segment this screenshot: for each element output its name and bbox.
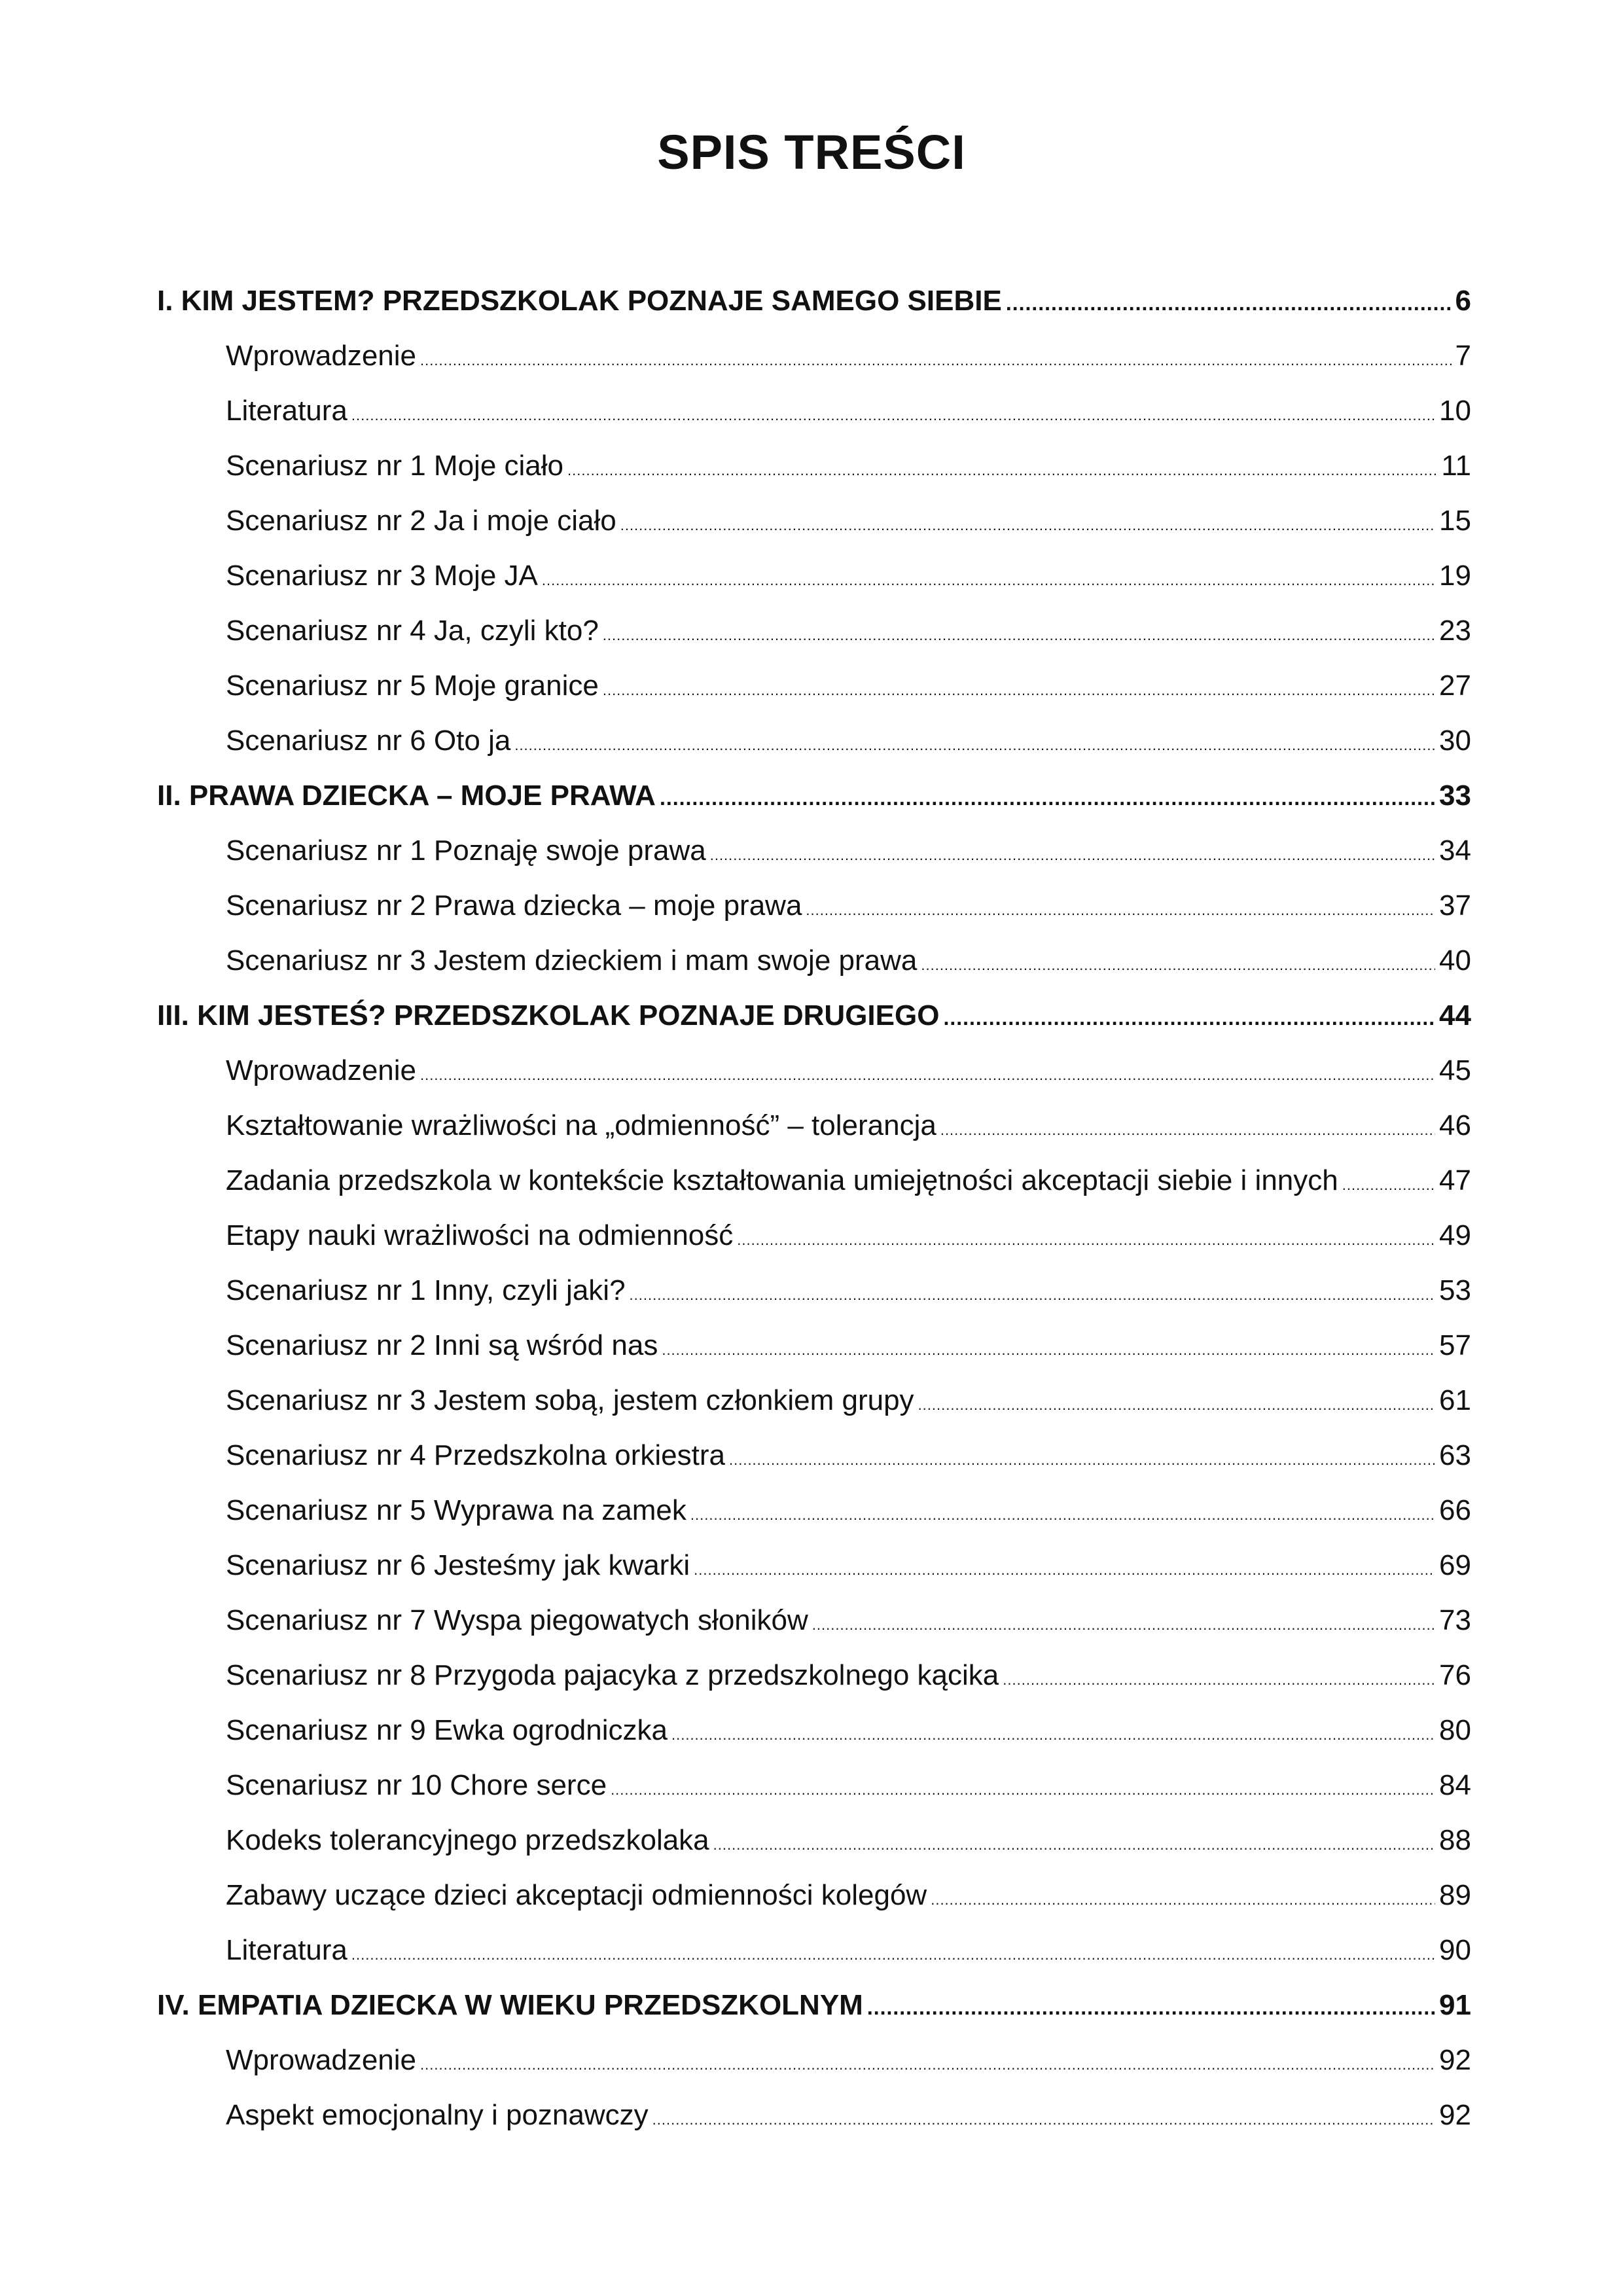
dot-leader <box>1342 1158 1435 1213</box>
toc-chapter-entry <box>157 988 1471 1043</box>
dot-leader <box>603 608 1435 663</box>
toc-entry-label: Wprowadzenie <box>226 340 417 372</box>
toc-entry-page-number: 15 <box>1439 505 1471 537</box>
toc-entry <box>157 1098 1471 1153</box>
dot-leader <box>737 1213 1435 1268</box>
toc-entry <box>157 603 1471 658</box>
toc-entry-page-number: 23 <box>1439 615 1471 647</box>
toc-entry-label: Scenariusz nr 1 Moje ciało <box>226 450 564 482</box>
toc-entry-label: Scenariusz nr 4 Ja, czyli kto? <box>226 615 599 647</box>
toc-entry-page-number: 66 <box>1439 1494 1471 1526</box>
toc-entry <box>157 1208 1471 1263</box>
toc-entry-label: Kształtowanie wrażliwości na „odmienność” – tolerancja <box>226 1109 936 1141</box>
toc-entry-label: Scenariusz nr 5 Moje granice <box>226 670 599 702</box>
toc-entry-label: Scenariusz nr 2 Ja i moje ciało <box>226 505 616 537</box>
toc-entry <box>157 1153 1471 1208</box>
toc-entry-page-number: 61 <box>1439 1384 1471 1416</box>
toc-entry-label: Scenariusz nr 1 Poznaję swoje prawa <box>226 834 706 867</box>
toc-chapter-entry <box>157 1978 1471 2033</box>
toc-entry <box>157 2088 1471 2143</box>
toc-entry-page-number: 37 <box>1439 889 1471 922</box>
dot-leader <box>662 1323 1435 1378</box>
toc-entry <box>157 548 1471 603</box>
toc-entry-label: Scenariusz nr 10 Chore serce <box>226 1769 607 1801</box>
toc-entry-page-number: 90 <box>1439 1934 1471 1966</box>
toc-entry-page-number: 57 <box>1439 1329 1471 1361</box>
toc-entry-label: Scenariusz nr 2 Prawa dziecka – moje prawa <box>226 889 802 922</box>
toc-entry-label: Etapy nauki wrażliwości na odmienność <box>226 1219 734 1251</box>
dot-leader <box>420 333 1451 388</box>
toc-entry <box>157 1483 1471 1538</box>
toc-entry-page-number: 19 <box>1439 560 1471 592</box>
toc-entry <box>157 933 1471 988</box>
dot-leader <box>940 1103 1435 1158</box>
dot-leader <box>867 1980 1435 2035</box>
dot-leader <box>921 938 1435 993</box>
toc-entry-page-number: 73 <box>1439 1604 1471 1636</box>
dot-leader <box>918 1378 1435 1433</box>
toc-entry-page-number: 30 <box>1439 725 1471 757</box>
toc-entry-page-number: 46 <box>1439 1109 1471 1141</box>
dot-leader <box>567 443 1437 498</box>
dot-leader <box>420 2037 1435 2092</box>
toc-entry <box>157 1813 1471 1868</box>
toc-entry-page-number: 33 <box>1439 780 1471 812</box>
page-title: SPIS TREŚCI <box>657 125 966 179</box>
toc-entry-page-number: 89 <box>1439 1879 1471 1911</box>
toc-entry-label: II. PRAWA DZIECKA – MOJE PRAWA <box>157 780 656 812</box>
toc-entry-label: Scenariusz nr 3 Jestem sobą, jestem członkiem grupy <box>226 1384 914 1416</box>
toc-entry-label: Aspekt emocjonalny i poznawczy <box>226 2099 649 2131</box>
dot-leader <box>420 1048 1435 1103</box>
toc-entry-label: Kodeks tolerancyjnego przedszkolaka <box>226 1824 709 1856</box>
dot-leader <box>671 1708 1435 1763</box>
toc-entry-label: Scenariusz nr 1 Inny, czyli jaki? <box>226 1274 626 1306</box>
toc-entry <box>157 1758 1471 1813</box>
toc-entry <box>157 439 1471 493</box>
toc-entry-label: Scenariusz nr 4 Przedszkolna orkiestra <box>226 1439 725 1471</box>
dot-leader <box>630 1268 1436 1323</box>
toc-entry <box>157 384 1471 439</box>
toc-entry-page-number: 44 <box>1439 999 1471 1031</box>
dot-leader <box>812 1598 1435 1653</box>
toc-entry <box>157 329 1471 384</box>
dot-leader <box>603 663 1435 718</box>
toc-entry <box>157 713 1471 768</box>
table-of-contents <box>157 274 1471 2143</box>
dot-leader <box>694 1543 1435 1598</box>
toc-chapter-entry <box>157 274 1471 329</box>
toc-entry <box>157 1373 1471 1428</box>
toc-entry-label: Scenariusz nr 9 Ewka ogrodniczka <box>226 1714 668 1746</box>
toc-entry-page-number: 69 <box>1439 1549 1471 1581</box>
dot-leader <box>620 498 1435 553</box>
dot-leader <box>729 1433 1435 1488</box>
dot-leader <box>931 1873 1435 1928</box>
toc-entry-page-number: 49 <box>1439 1219 1471 1251</box>
toc-entry-page-number: 92 <box>1439 2099 1471 2131</box>
toc-entry <box>157 493 1471 548</box>
toc-entry <box>157 823 1471 878</box>
toc-entry <box>157 1318 1471 1373</box>
toc-entry-label: Wprowadzenie <box>226 2044 417 2076</box>
toc-entry-label: Scenariusz nr 3 Jestem dzieckiem i mam swoje prawa <box>226 944 918 977</box>
toc-entry-page-number: 7 <box>1455 340 1471 372</box>
toc-entry-page-number: 91 <box>1439 1989 1471 2021</box>
toc-entry-page-number: 47 <box>1439 1164 1471 1196</box>
toc-entry <box>157 878 1471 933</box>
dot-leader <box>611 1763 1435 1818</box>
toc-entry <box>157 1538 1471 1593</box>
toc-entry-page-number: 80 <box>1439 1714 1471 1746</box>
toc-entry-label: Scenariusz nr 7 Wyspa piegowatych słoników <box>226 1604 808 1636</box>
toc-entry-label: Scenariusz nr 6 Jesteśmy jak kwarki <box>226 1549 690 1581</box>
toc-entry-page-number: 10 <box>1439 395 1471 427</box>
toc-entry-label: IV. EMPATIA DZIECKA W WIEKU PRZEDSZKOLNYM <box>157 1989 863 2021</box>
dot-leader <box>660 770 1435 825</box>
toc-entry-page-number: 27 <box>1439 670 1471 702</box>
dot-leader <box>943 990 1435 1045</box>
toc-entry-page-number: 76 <box>1439 1659 1471 1691</box>
dot-leader <box>1003 1653 1435 1708</box>
toc-entry <box>157 1648 1471 1703</box>
dot-leader <box>351 1928 1435 1982</box>
dot-leader <box>351 388 1435 443</box>
toc-entry-page-number: 45 <box>1439 1054 1471 1086</box>
dot-leader <box>713 1818 1435 1873</box>
dot-leader <box>542 553 1435 608</box>
toc-entry-label: Scenariusz nr 3 Moje JA <box>226 560 538 592</box>
dot-leader <box>710 828 1435 883</box>
toc-entry-label: III. KIM JESTEŚ? PRZEDSZKOLAK POZNAJE DRUGIEGO <box>157 999 940 1031</box>
toc-entry-page-number: 53 <box>1439 1274 1471 1306</box>
toc-entry-label: Scenariusz nr 6 Oto ja <box>226 725 511 757</box>
toc-entry-label: Zabawy uczące dzieci akceptacji odmienności kolegów <box>226 1879 927 1911</box>
toc-entry-page-number: 84 <box>1439 1769 1471 1801</box>
toc-entry-page-number: 34 <box>1439 834 1471 867</box>
toc-entry <box>157 1703 1471 1758</box>
dot-leader <box>652 2092 1435 2147</box>
toc-entry-page-number: 63 <box>1439 1439 1471 1471</box>
toc-entry <box>157 1923 1471 1978</box>
toc-entry <box>157 2033 1471 2088</box>
toc-entry <box>157 1263 1471 1318</box>
toc-entry <box>157 658 1471 713</box>
dot-leader <box>514 718 1435 773</box>
toc-entry-label: Scenariusz nr 2 Inni są wśród nas <box>226 1329 658 1361</box>
toc-entry <box>157 1593 1471 1648</box>
toc-entry-page-number: 11 <box>1441 450 1471 482</box>
dot-leader <box>1006 276 1452 331</box>
toc-entry-label: I. KIM JESTEM? PRZEDSZKOLAK POZNAJE SAMEGO SIEBIE <box>157 285 1002 317</box>
dot-leader <box>806 883 1435 938</box>
toc-entry-label: Scenariusz nr 5 Wyprawa na zamek <box>226 1494 687 1526</box>
toc-chapter-entry <box>157 768 1471 823</box>
toc-entry <box>157 1428 1471 1483</box>
toc-entry-label: Scenariusz nr 8 Przygoda pajacyka z przedszkolnego kącika <box>226 1659 999 1691</box>
toc-entry-label: Wprowadzenie <box>226 1054 417 1086</box>
toc-entry-page-number: 40 <box>1439 944 1471 977</box>
toc-entry <box>157 1043 1471 1098</box>
dot-leader <box>690 1488 1435 1543</box>
toc-entry-label: Literatura <box>226 1934 348 1966</box>
toc-entry-page-number: 92 <box>1439 2044 1471 2076</box>
toc-entry <box>157 1868 1471 1923</box>
toc-entry-label: Literatura <box>226 395 348 427</box>
toc-entry-page-number: 6 <box>1455 285 1471 317</box>
toc-entry-label: Zadania przedszkola w kontekście kształtowania umiejętności akceptacji siebie i innych <box>226 1164 1338 1196</box>
toc-entry-page-number: 88 <box>1439 1824 1471 1856</box>
